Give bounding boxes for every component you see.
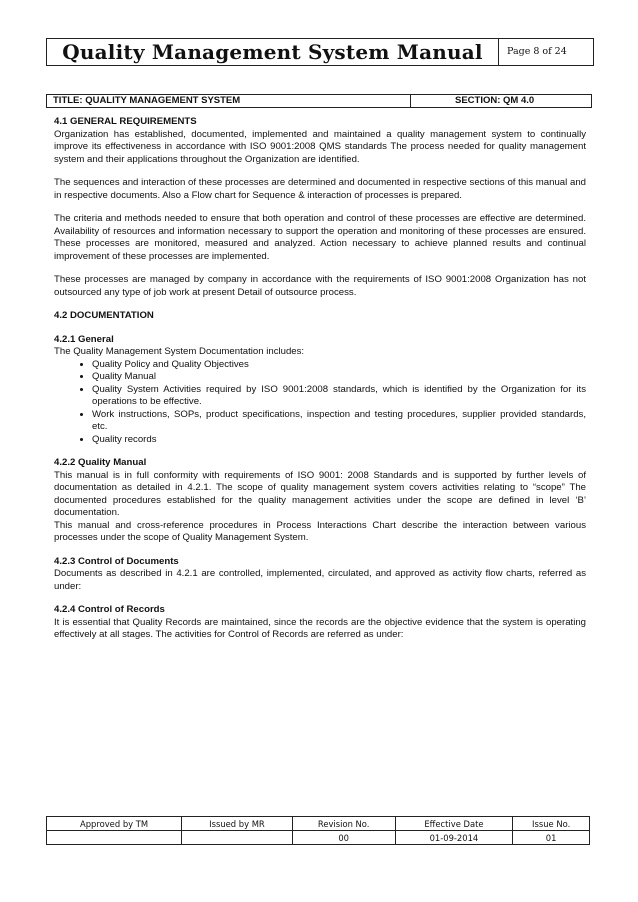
table-header-row xyxy=(47,817,590,831)
paragraph: The Quality Management System Documentation includes: xyxy=(54,346,305,357)
table-header-cell: Revision No. xyxy=(292,817,395,831)
table-cell: 00 xyxy=(292,831,395,845)
section-label: SECTION: QM 4.0 xyxy=(455,95,535,106)
paragraph: Organization has established, documented, implemented and maintained a quality management system to continually improve its effectiveness in accordance with ISO 9001:2008 QMS standards The process needed for quality management system and their applications throughout the Organization are identified. xyxy=(54,128,586,165)
paragraph: This manual is in full conformity with requirements of ISO 9001: 2008 Standards and is supported by further levels of documentation as detailed in 4.2.1. The scope of quality management system covers activities relating to “scope” The documented procedures established for the quality management activities under the scope are defined in level ‘B’ documentation. xyxy=(54,469,586,518)
list-item: • Quality records xyxy=(92,434,586,447)
section-heading-4-2-1: 4.2.1 General xyxy=(54,333,114,345)
section-heading-4-2-3: 4.2.3 Control of Documents xyxy=(54,555,179,567)
section-heading-4-2-2: 4.2.2 Quality Manual xyxy=(54,457,147,468)
paragraph: It is essential that Quality Records are maintained, since the records are the objective evidence that the system is operating effectively at all stages. The activities for Control of Records are referred as under: xyxy=(54,616,586,640)
list-item: • Quality Manual xyxy=(92,371,586,384)
page-header xyxy=(46,38,594,66)
table-cell xyxy=(182,831,293,845)
table-cell xyxy=(47,831,182,845)
table-row xyxy=(47,831,590,845)
paragraph: These processes are managed by company in accordance with the requirements of ISO 9001:2008 Organization has not outsourced any type of job work at present Detail of outsource process. xyxy=(54,274,586,298)
title-bar xyxy=(46,94,592,108)
table-header-cell: Issued by MR xyxy=(182,817,293,831)
table-cell: 01-09-2014 xyxy=(395,831,513,845)
document-body xyxy=(54,116,586,642)
section-heading-4-2: 4.2 DOCUMENTATION xyxy=(54,310,154,321)
documentation-list xyxy=(54,359,586,447)
section-heading-4-2-4: 4.2.4 Control of Records xyxy=(54,604,165,615)
list-item: • Quality System Activities required by ISO 9001:2008 standards, which is identified by the Organization for its operations to be effective. xyxy=(92,384,586,409)
paragraph: The criteria and methods needed to ensure that both operation and control of these processes are effective are determined. Availability of resources and information necessary to support the operation and monitoring of these processes are ensured. These processes are monitored, measured and analyzed. Action necessary to achieve planned results and continual improvement of these processes are implemented. xyxy=(54,213,586,262)
paragraph: Documents as described in 4.2.1 are controlled, implemented, circulated, and approved as activity flow charts, referred as under: xyxy=(54,568,586,592)
list-item: • Work instructions, SOPs, product specifications, inspection and testing procedures, supplier provided standards, etc. xyxy=(92,409,586,434)
paragraph: This manual and cross-reference procedures in Process Interactions Chart describe the interaction between various processes under the scope of Quality Management System. xyxy=(54,519,586,543)
table-header-cell: Issue No. xyxy=(513,817,590,831)
table-cell: 01 xyxy=(513,831,590,845)
list-item: • Quality Policy and Quality Objectives xyxy=(92,359,586,372)
approval-table xyxy=(46,816,590,845)
document-title: Quality Management System Manual xyxy=(47,39,499,65)
title-label: TITLE: QUALITY MANAGEMENT SYSTEM xyxy=(47,95,411,107)
section-heading-4-1: 4.1 GENERAL REQUIREMENTS xyxy=(54,116,197,127)
page-number: Page 8 of 24 xyxy=(507,46,567,57)
table-header-cell: Effective Date xyxy=(395,817,513,831)
table-header-cell: Approved by TM xyxy=(47,817,182,831)
paragraph: The sequences and interaction of these processes are determined and documented in respective sections of this manual and in respective documents. Also a Flow chart for Sequence & interaction of processes is prepared. xyxy=(54,177,586,201)
